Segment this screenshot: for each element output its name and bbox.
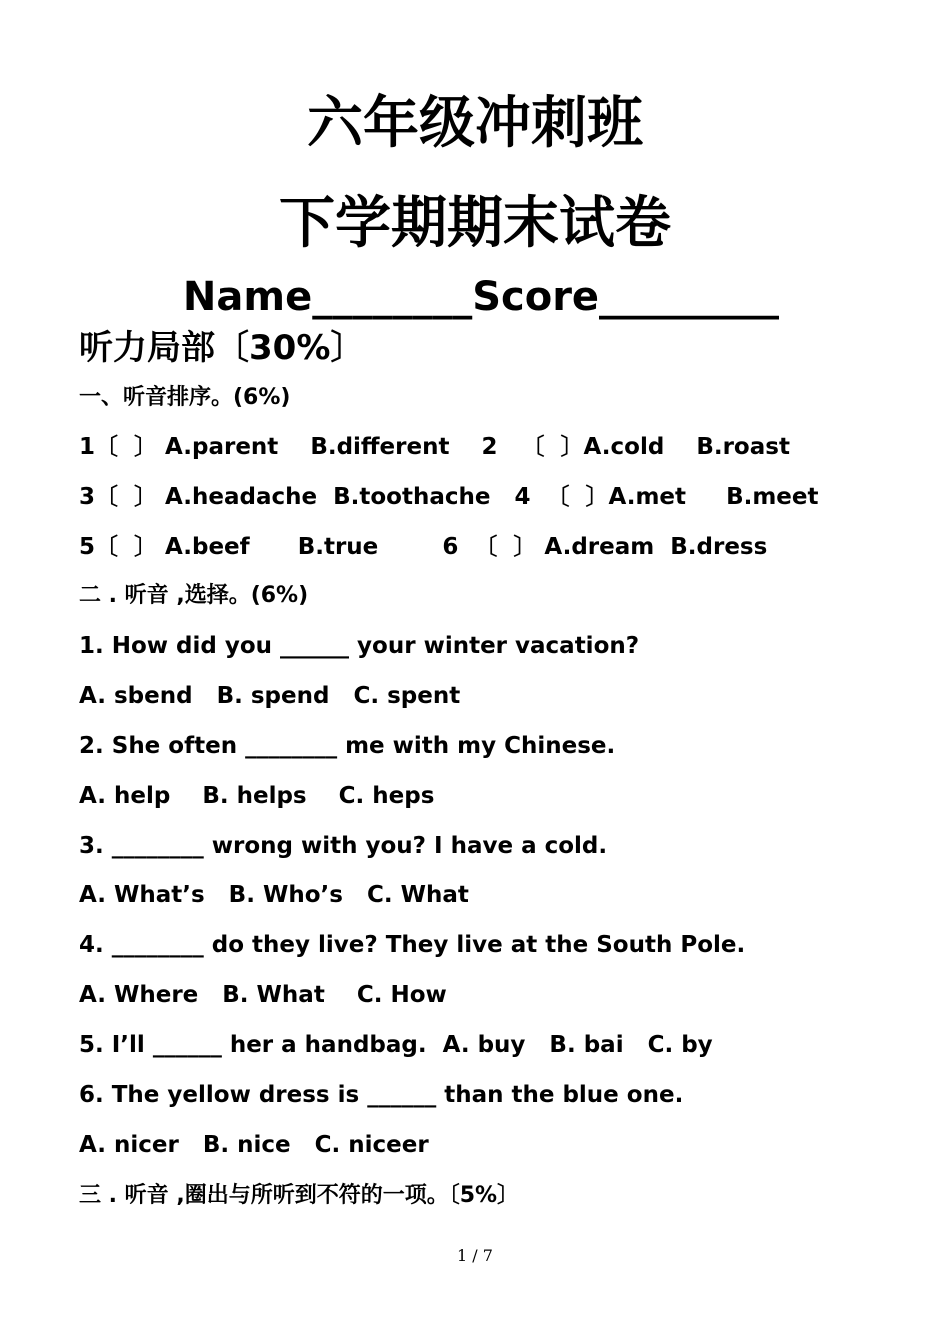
question-line: 1. How did you ______ your winter vacation? [79, 633, 640, 659]
answer-options: A. What’s B. Who’s C. What [79, 882, 469, 908]
question-line: 3〔 〕 A.headache B.toothache 4 〔 〕A.met B.meet [79, 484, 819, 510]
question-line: 4. ________ do they live? They live at the South Pole. [79, 932, 746, 958]
question-line: 1〔 〕 A.parent B.different 2 〔 〕A.cold B.roast [79, 434, 790, 460]
answer-options: A. sbend B. spend C. spent [79, 683, 461, 709]
section-2-header: 二 . 听音 ,选择。(6%) [79, 583, 309, 608]
listening-section-header: 听力局部〔30%〕 [79, 328, 365, 368]
answer-options: A. help B. helps C. heps [79, 783, 435, 809]
section-3-header: 三 . 听音 ,圈出与所听到不符的一项。〔5%〕 [79, 1183, 520, 1208]
name-score-line: Name________Score_________ [182, 274, 780, 320]
title-line-1: 六年级冲刺班 [307, 91, 643, 156]
question-line: 5〔 〕 A.beef B.true 6 〔 〕 A.dream B.dress [79, 534, 768, 560]
title-line-2: 下学期期末试卷 [279, 191, 671, 256]
answer-options: A. nicer B. nice C. niceer [79, 1132, 429, 1158]
page-number: 1 / 7 [457, 1246, 493, 1265]
answer-options: A. Where B. What C. How [79, 982, 447, 1008]
question-line: 2. She often ________ me with my Chinese. [79, 733, 616, 759]
question-line: 3. ________ wrong with you? I have a cold. [79, 833, 608, 859]
section-1-header: 一、听音排序。(6%) [79, 385, 291, 410]
question-line: 6. The yellow dress is ______ than the blue one. [79, 1082, 684, 1108]
question-line: 5. I’ll ______ her a handbag. A. buy B. bai C. by [79, 1032, 713, 1058]
